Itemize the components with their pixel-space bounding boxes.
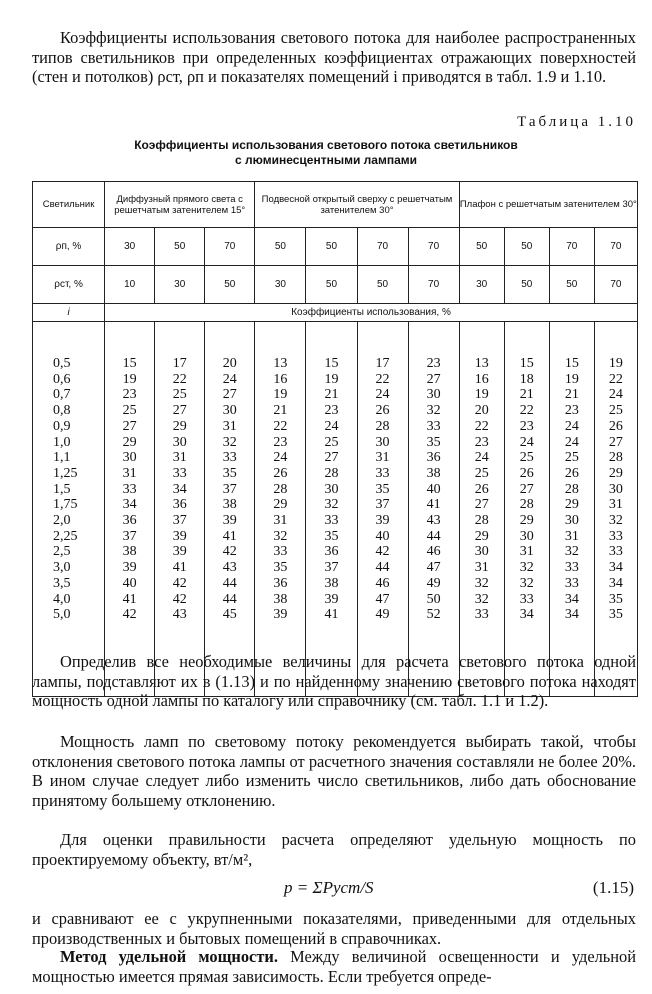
table-cell: 50 (549, 266, 594, 304)
column-values: 20 24 27 30 31 32 33 35 37 38 39 41 42 43 44 44 45 (222, 356, 237, 623)
data-column (459, 322, 504, 697)
coefficients-table (32, 181, 638, 697)
data-column (205, 322, 255, 697)
table-cell: 70 (594, 228, 637, 266)
table-title-line2: с люминесцентными лампами (234, 153, 418, 167)
table-cell: 70 (594, 266, 637, 304)
table-cell: 30 (105, 228, 155, 266)
column-values: 13 16 19 21 22 23 24 26 28 29 31 32 33 35 36 38 39 (273, 356, 288, 623)
table-cell: 50 (306, 228, 357, 266)
column-values: 15 19 23 25 27 29 30 31 33 34 36 37 38 39 40 41 42 (122, 356, 137, 623)
table-cell: 70 (408, 228, 459, 266)
label-rho-st: ρст, % (33, 266, 105, 304)
table-cell: 70 (408, 266, 459, 304)
table-cell: 50 (504, 266, 549, 304)
table-cell: 50 (205, 266, 255, 304)
group-header-ceiling: Плафон с решетчатым затенителем 30° (459, 182, 637, 228)
group-header-pendant: Подвесной открытый сверху с решетчатым затенителем 30° (255, 182, 459, 228)
label-room-index: i (33, 304, 105, 322)
table-title-line1: Коэффициенты использования светового потока светильников (134, 138, 518, 152)
column-values: 13 16 19 20 22 23 24 25 26 27 28 29 30 31 32 32 33 (474, 356, 489, 623)
table-cell: 10 (105, 266, 155, 304)
room-index-column (33, 322, 105, 697)
row-ceiling-reflectance (33, 228, 638, 266)
paragraph-compare: и сравнивают ее с укрупненными показателями, приведенными для отдельных производственных и бытовых помещений в справочниках. (32, 909, 636, 948)
table-cell: 50 (357, 266, 408, 304)
data-column (357, 322, 408, 697)
table-cell: 50 (504, 228, 549, 266)
table-cell: 70 (205, 228, 255, 266)
table-cell: 30 (155, 266, 205, 304)
utilization-subheader: Коэффициенты использования, % (105, 304, 638, 322)
room-index-values: 0,5 0,6 0,7 0,8 0,9 1,0 1,1 1,25 1,5 1,75 2,0 2,25 2,5 3,0 3,5 4,0 5,0 (53, 356, 78, 623)
method-title: Метод удельной мощности. (60, 947, 278, 966)
formula-number: (1.15) (592, 878, 634, 897)
paragraph-determine: Определив все необходимые величины для расчета светового потока одной лампы, подставляют их в (1.13) и по найденному значению светового потока находят мощность одной лампы по каталогу или справочнику (см. табл. 1.1 и 1.2). (32, 652, 636, 711)
column-values: 15 19 21 23 24 24 25 26 28 29 30 31 32 33 33 34 34 (564, 356, 579, 623)
table-cell: 70 (549, 228, 594, 266)
table-cell: 30 (459, 266, 504, 304)
data-column (306, 322, 357, 697)
table-cell: 30 (255, 266, 306, 304)
data-column (255, 322, 306, 697)
row-wall-reflectance (33, 266, 638, 304)
table-cell: 50 (459, 228, 504, 266)
table-header-row (33, 182, 638, 228)
column-values: 15 19 21 23 24 25 27 28 30 32 33 35 36 37 38 39 41 (324, 356, 339, 623)
label-rho-p: ρп, % (33, 228, 105, 266)
data-column (504, 322, 549, 697)
header-luminaire: Светильник (33, 182, 105, 228)
paragraph-power: Мощность ламп по световому потоку рекомендуется выбирать такой, чтобы отклонения светового потока лампы от расчетного значения составляли не более 20%. В ином случае следует либо изменить число светильников, либо дать обоснование принятому большему отклонению. (32, 732, 636, 810)
table-label: Таблица 1.10 (517, 114, 636, 130)
row-index-header (33, 304, 638, 322)
column-values: 17 22 24 26 28 30 31 33 35 37 39 40 42 44 46 47 49 (375, 356, 390, 623)
table-cell: 50 (155, 228, 205, 266)
column-values: 19 22 24 25 26 27 28 29 30 31 32 33 33 34 34 35 35 (608, 356, 623, 623)
data-column (408, 322, 459, 697)
table-cell: 50 (255, 228, 306, 266)
column-values: 17 22 25 27 29 30 31 33 34 36 37 39 39 41 42 42 43 (172, 356, 187, 623)
table-data-row (33, 322, 638, 697)
table-cell: 50 (306, 266, 357, 304)
table-cell: 70 (357, 228, 408, 266)
intro-paragraph: Коэффициенты использования светового потока для наиболее распространенных типов светильников при определенных коэффициентах отражающих поверхностей (стен и потолков) ρст, ρп и показателях помещений i приводятся в табл. 1.9 и 1.10. (32, 28, 636, 87)
data-column (594, 322, 637, 697)
column-values: 23 27 30 32 33 35 36 38 40 41 43 44 46 47 49 50 52 (426, 356, 441, 623)
data-column (155, 322, 205, 697)
data-column (549, 322, 594, 697)
column-values: 15 18 21 22 23 24 25 26 27 28 29 30 31 32 32 33 34 (519, 356, 534, 623)
paragraph-estimate: Для оценки правильности расчета определяют удельную мощность по проектируемому объекту, вт/м², (32, 830, 636, 869)
table-title (0, 138, 652, 168)
group-header-diffuse: Диффузный прямого света с решетчатым затенителем 15° (105, 182, 255, 228)
data-column (105, 322, 155, 697)
method-text: Между величиной освещенности и удельной мощностью имеется прямая зависимость. Если требуется опреде- (32, 947, 636, 986)
formula: p = ΣPуст/S (284, 878, 374, 897)
paragraph-method (32, 947, 636, 986)
